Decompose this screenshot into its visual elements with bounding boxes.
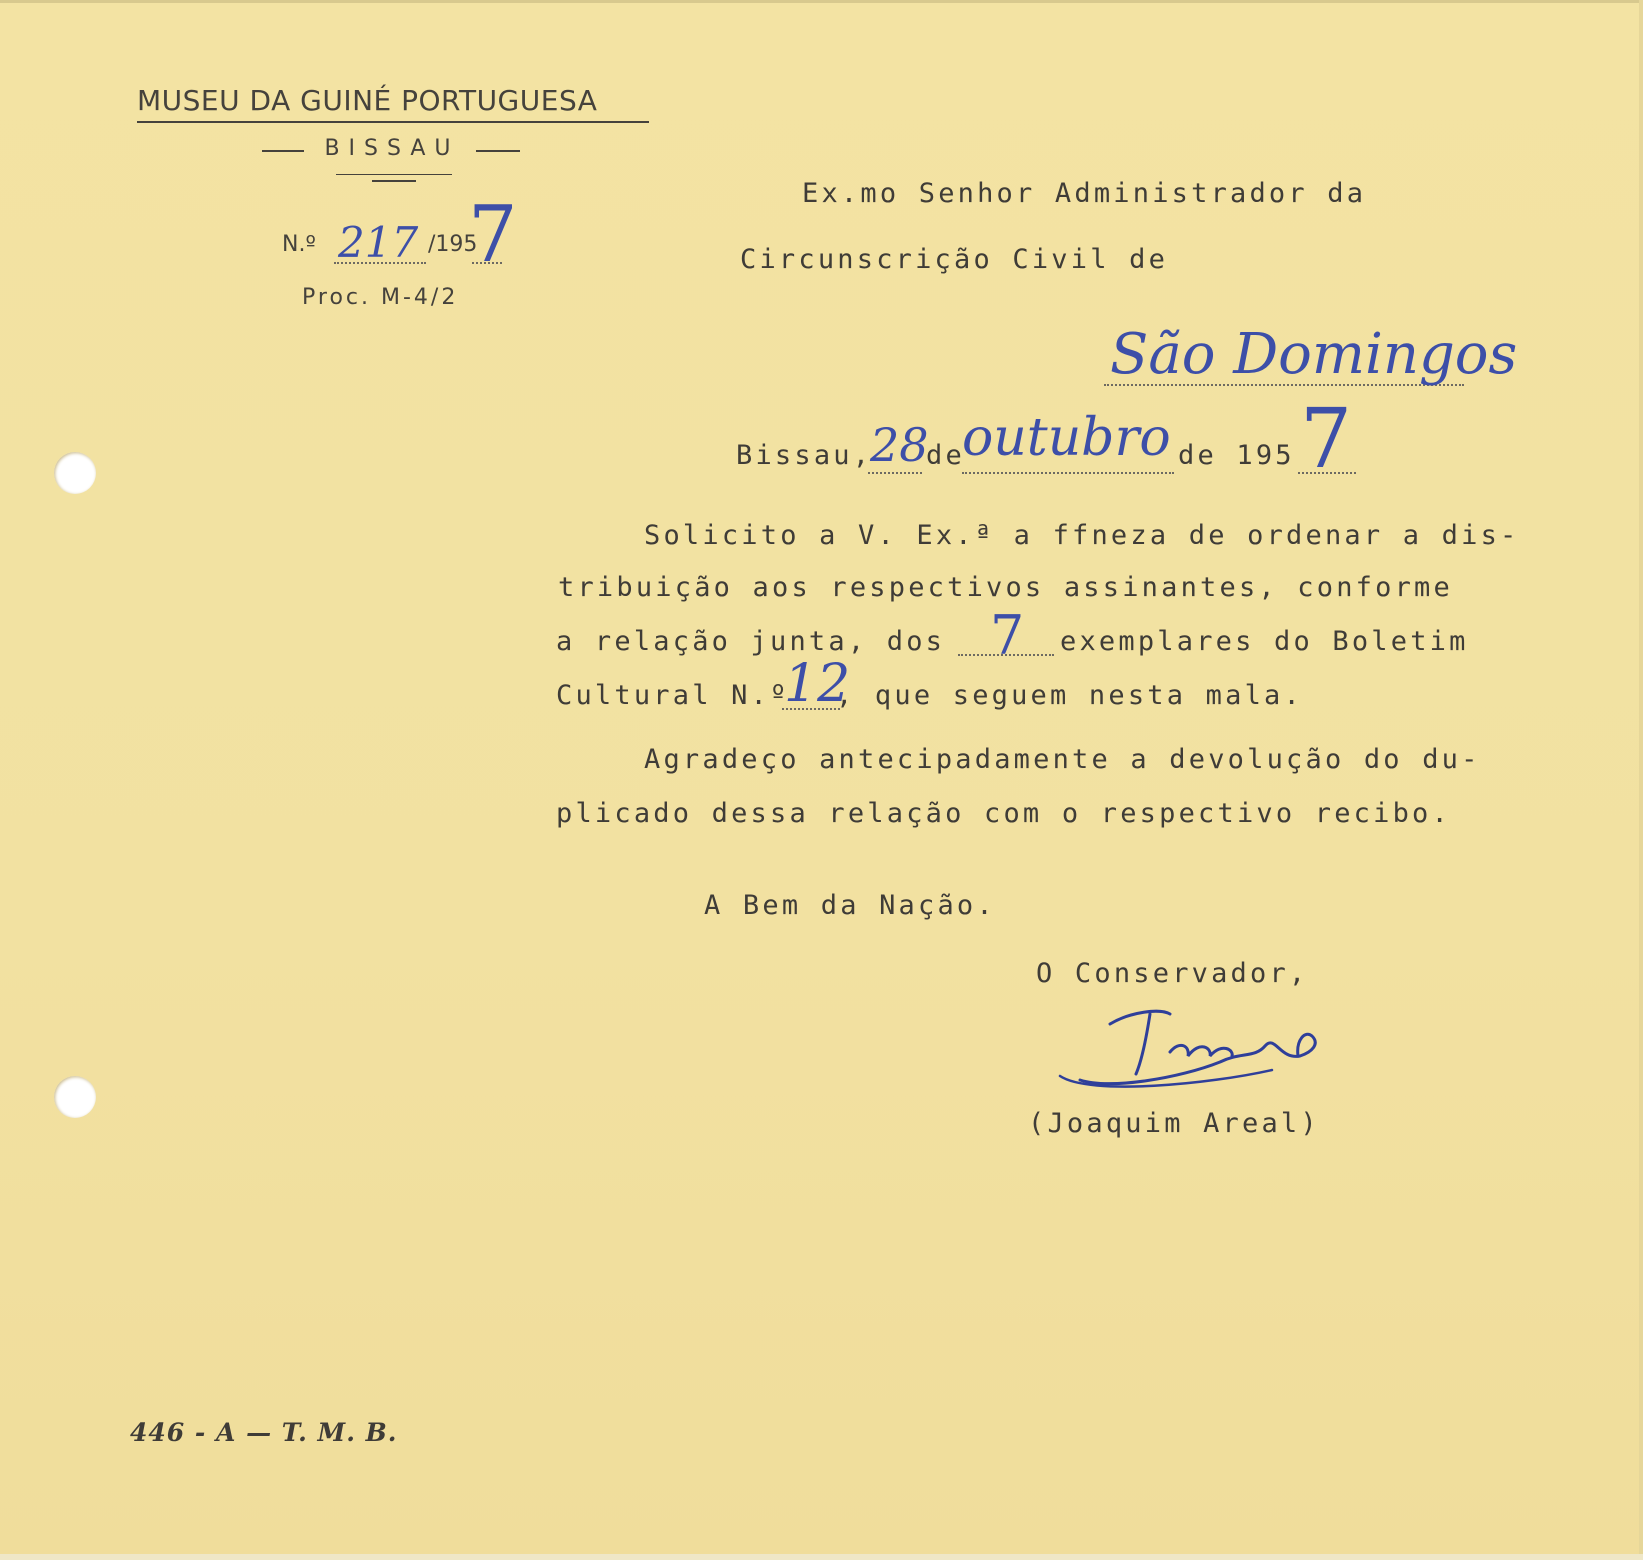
- signature: [1050, 1000, 1330, 1100]
- body-p2-line2: plicado dessa relação com o respectivo recibo.: [556, 798, 1451, 829]
- punch-hole-bottom: [54, 1076, 96, 1118]
- recipient-title: Ex.mo Senhor Administrador da: [802, 178, 1367, 209]
- date-year-handwritten: 7: [1300, 392, 1353, 487]
- letterhead-dash-right: [476, 150, 520, 152]
- recipient-place-handwritten: São Domingos: [1110, 322, 1518, 387]
- letterhead-underline-short: [372, 180, 416, 182]
- reference-number-prefix: N.º: [282, 232, 316, 257]
- body-count-handwritten: 7: [990, 604, 1025, 667]
- body-p2-line1: Agradeço antecipadamente a devolução do du-: [644, 744, 1481, 775]
- punch-hole-top: [54, 452, 96, 494]
- date-day-dots: [868, 472, 922, 474]
- letterhead-institution: MUSEU DA GUINÉ PORTUGUESA: [137, 84, 598, 117]
- process-reference: Proc. M-4/2: [302, 285, 459, 310]
- closing-name: (Joaquim Areal): [1028, 1108, 1320, 1139]
- paper-edge-top: [0, 0, 1643, 3]
- reference-year-prefix: /195: [428, 232, 478, 257]
- body-p1-line3-start: a relação junta, dos: [556, 626, 946, 657]
- body-p1-line3-end: exemplares do Boletim: [1060, 626, 1469, 657]
- closing-role: O Conservador,: [1036, 958, 1309, 989]
- date-de: de: [926, 440, 965, 471]
- recipient-office: Circunscrição Civil de: [740, 244, 1169, 275]
- body-p1-line4-start: Cultural N.º: [556, 680, 790, 711]
- date-year-prefix: de 195: [1178, 440, 1295, 471]
- body-p1-line2: tribuição aos respectivos assinantes, conforme: [558, 572, 1453, 603]
- letterhead-underline: [336, 174, 452, 175]
- letterhead-rule: [137, 121, 649, 123]
- date-month-handwritten: outubro: [962, 408, 1171, 468]
- body-issue-handwritten: 12: [784, 654, 851, 714]
- date-day-handwritten: 28: [870, 418, 929, 472]
- body-p1-line1: Solicito a V. Ex.ª a ffneza de ordenar a dis-: [644, 520, 1520, 551]
- date-city: Bissau,: [736, 440, 873, 471]
- reference-year-handwritten: 7: [468, 190, 518, 280]
- letterhead-city: BISSAU: [324, 136, 460, 161]
- date-month-dots: [962, 472, 1174, 474]
- form-code: 446 - A — T. M. B.: [130, 1418, 398, 1447]
- closing-salutation: A Bem da Nação.: [704, 890, 996, 921]
- body-p1-line4-end: , que seguem nesta mala.: [836, 680, 1303, 711]
- paper-edge-bottom: [0, 1554, 1643, 1560]
- reference-number-handwritten: 217: [338, 218, 419, 267]
- paper-edge-right: [1639, 0, 1643, 1560]
